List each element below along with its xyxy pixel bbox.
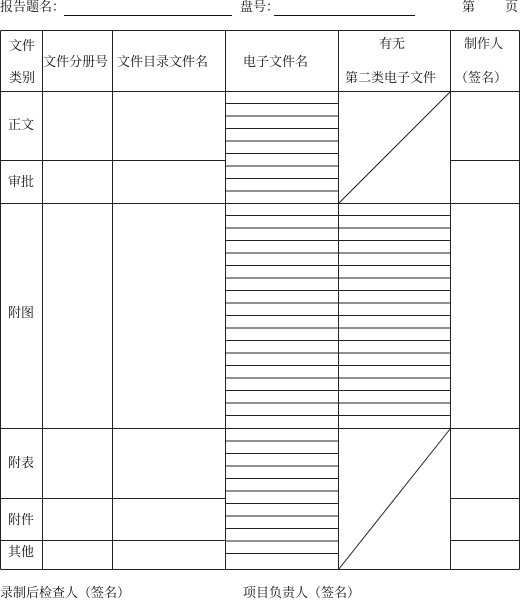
col-header-category-line2: 类别 xyxy=(9,71,36,86)
col-header-volume-no: 文件分册号 xyxy=(43,55,109,70)
page-suffix: 页 xyxy=(505,0,519,15)
row-label-others: 其他 xyxy=(8,545,35,560)
col-header-category-line1: 文件 xyxy=(9,39,36,54)
checker-signature-label: 录制后检查人（签名） xyxy=(0,586,131,601)
col-header-e-file: 电子文件名 xyxy=(243,55,309,70)
row-label-attachments: 附件 xyxy=(8,513,35,528)
leader-signature-label: 项目负责人（签名） xyxy=(243,586,361,601)
col-header-second-class-line1: 有无 xyxy=(379,37,406,52)
col-header-maker-line2: （签名） xyxy=(455,71,508,86)
row-label-approval: 审批 xyxy=(8,175,35,190)
diagonal-strike xyxy=(339,92,451,204)
row-label-main-text: 正文 xyxy=(8,118,35,133)
col-header-catalog-file: 文件目录文件名 xyxy=(117,55,209,70)
row-label-tables: 附表 xyxy=(8,456,35,471)
diagonal-strike xyxy=(339,429,451,570)
row-label-figures: 附图 xyxy=(8,306,35,321)
page-label: 第 xyxy=(462,0,476,15)
disk-number-label: 盘号： xyxy=(240,0,280,15)
col-header-maker-line1: 制作人 xyxy=(464,37,504,52)
report-title-label: 报告题名： xyxy=(0,0,66,15)
col-header-second-class-line2: 第二类电子文件 xyxy=(345,71,437,86)
